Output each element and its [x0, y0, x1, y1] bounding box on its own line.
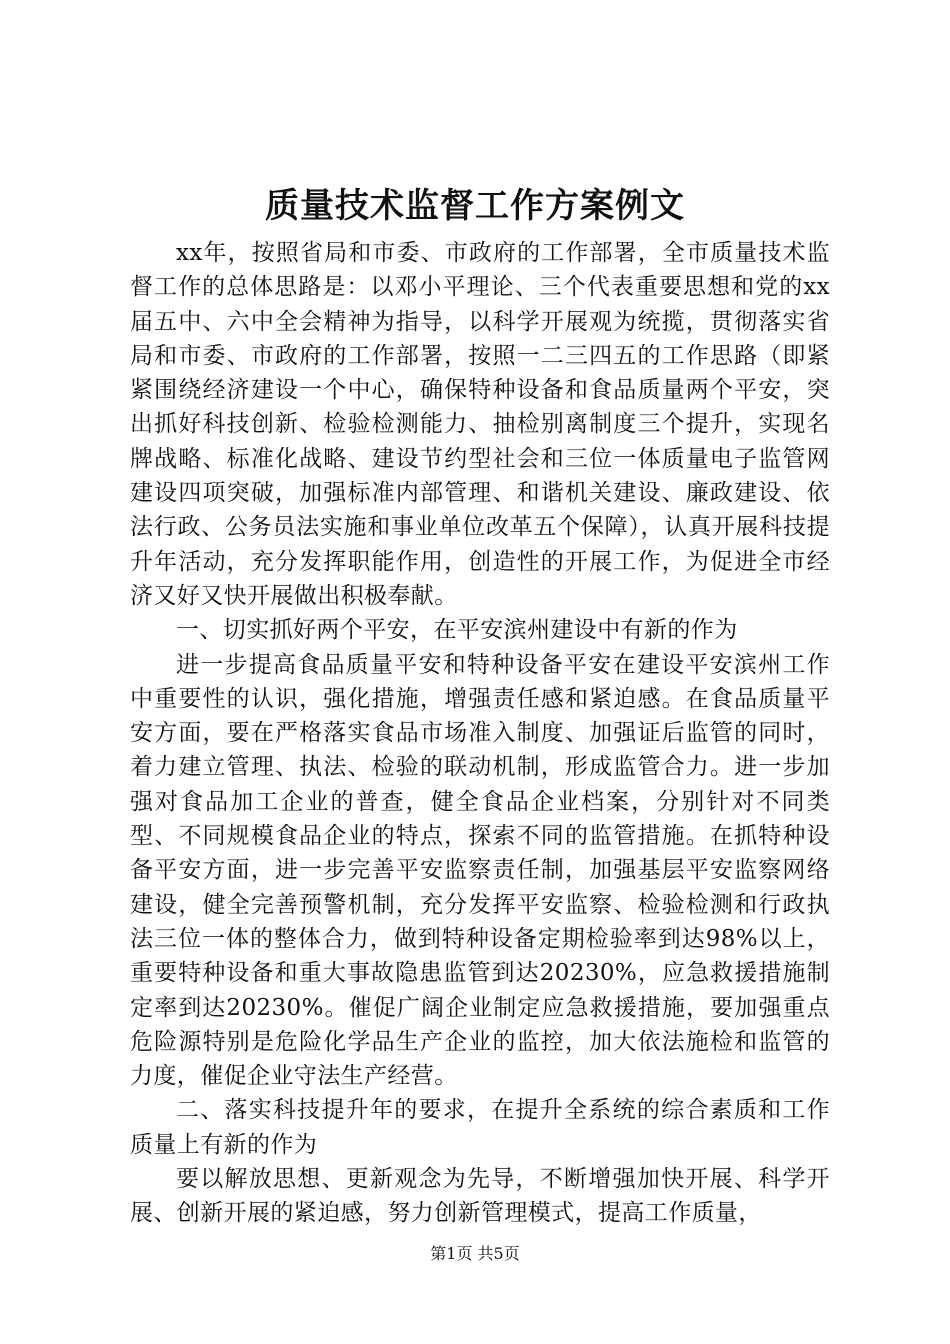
paragraph-innovation: 要以解放思想、更新观念为先导，不断增强加快开展、科学开展、创新开展的紧迫感，努力创新管理模式，提高工作质量，	[130, 1166, 830, 1227]
document-title: 质量技术监督工作方案例文	[265, 186, 685, 226]
section-heading-1: 一、切实抓好两个平安，在平安滨州建设中有新的作为	[176, 617, 738, 644]
paragraph-intro: xx年，按照省局和市委、市政府的工作部署，全市质量技术监督工作的总体思路是：以邓小平理论、三个代表重要思想和党的xx届五中、六中全会精神为指导，以科学开展观为统揽，贯彻落实省局和市委、市政府的工作部署，按照一二三四五的工作思路（即紧紧围绕经济建设一个中心，确保特种设备和食品质量两个平安，突出抓好科技创新、检验检测能力、抽检别离制度三个提升，实现名牌战略、标准化战略、建设节约型社会和三位一体质量电子监管网建设四项突破，加强标准内部管理、和谐机关建设、廉政建设、依法行政、公务员法实施和事业单位改革五个保障），认真开展科技提升年活动，充分发挥职能作用，创造性的开展工作，为促进全市经济又好又快开展做出积极奉献。	[130, 240, 830, 609]
section-heading-2: 二、落实科技提升年的要求，在提升全系统的综合素质和工作质量上有新的作为	[130, 1097, 830, 1158]
paragraph-safety: 进一步提高食品质量平安和特种设备平安在建设平安滨州工作中重要性的认识，强化措施，增强责任感和紧迫感。在食品质量平安方面，要在严格落实食品市场准入制度、加强证后监管的同时，着力建立管理、执法、检验的联动机制，形成监管合力。进一步加强对食品加工企业的普查，健全食品企业档案，分别针对不同类型、不同规模食品企业的特点，探索不同的监管措施。在抓特种设备平安方面，进一步完善平安监察责任制，加强基层平安监察网络建设，健全完善预警机制，充分发挥平安监察、检验检测和行政执法三位一体的整体合力，做到特种设备定期检验率到达98%以上，重要特种设备和重大事故隐患监管到达20230%，应急救援措施制定率到达20230%。催促广阔企业制定应急救援措施，要加强重点危险源特别是危险化学品生产企业的监控，加大依法施检和监管的力度，催促企业守法生产经营。	[130, 651, 830, 1090]
document-body	[130, 236, 830, 1231]
page-number: 第1页 共5页	[430, 1244, 520, 1263]
